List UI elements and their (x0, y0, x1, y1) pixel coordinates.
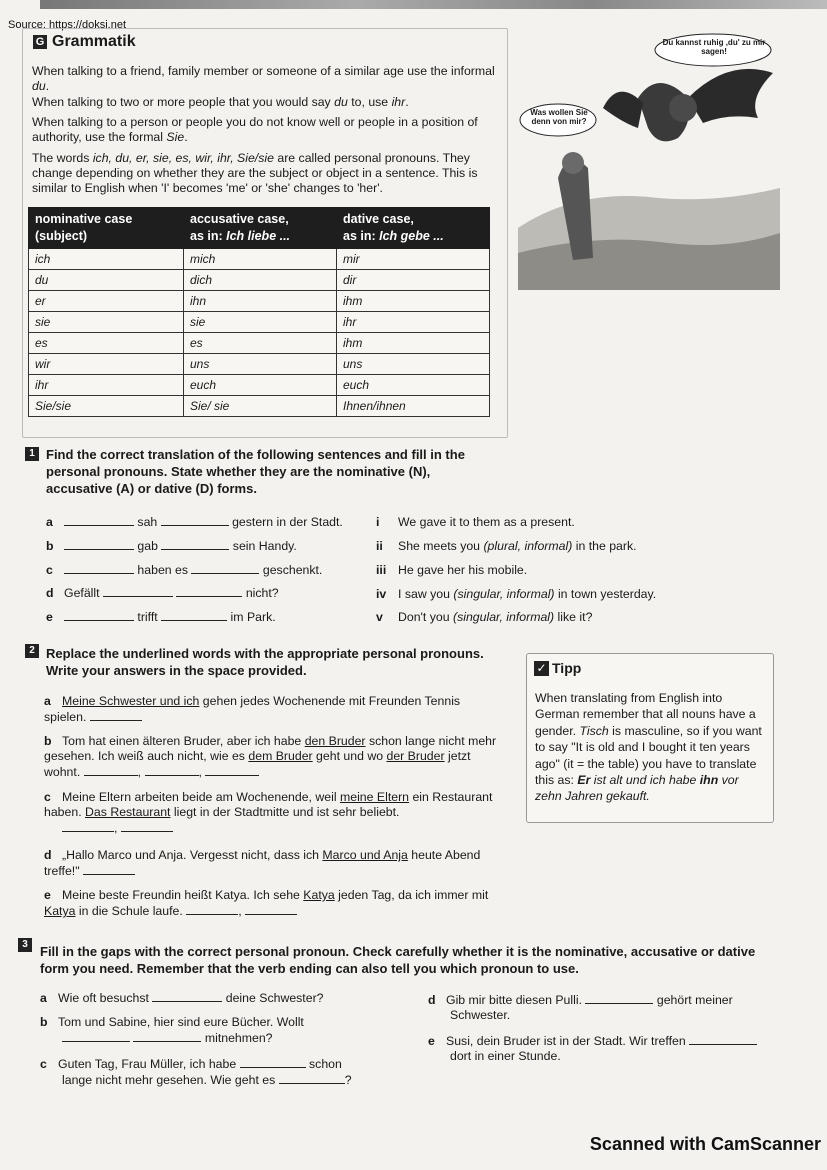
ex1-item-d: d Gefällt nicht? (46, 586, 279, 600)
speech-bubble-dragon: Du kannst ruhig ,du' zu mir sagen! (662, 38, 766, 56)
grammar-para-2: When talking to two or more people that you would say du to, use ihr. (32, 95, 409, 109)
blank[interactable] (689, 1033, 757, 1045)
ex1-item-iv: iv I saw you (singular, informal) in town yesterday. (376, 587, 657, 601)
source-label: Source: https://doksi.net (8, 19, 127, 31)
table-cell: Ihnen/ihnen (337, 396, 490, 417)
scanner-watermark: Scanned with CamScanner (589, 1134, 821, 1154)
ex1-item-c: c haben es geschenkt. (46, 563, 323, 577)
blank[interactable] (64, 538, 134, 550)
table-row (29, 291, 490, 312)
ex3-item-b: b Tom und Sabine, hier sind eure Bücher. Wollt mitnehmen? (40, 1015, 304, 1045)
table-cell: ihn (184, 291, 337, 312)
blank[interactable] (62, 820, 114, 832)
table-cell: ich (29, 249, 184, 270)
ex2-item-c: c Meine Eltern arbeiten beide am Wochenende, weil meine Eltern ein Restaurant haben. Das Restaurant liegt in der Stadtmitte und ist sehr beliebt. , (44, 790, 493, 835)
table-cell: uns (184, 354, 337, 375)
table-cell: es (184, 333, 337, 354)
blank[interactable] (161, 514, 229, 526)
top-scan-strip (40, 0, 827, 9)
exercise-1-number: 1 (25, 447, 39, 461)
blank[interactable] (205, 764, 259, 776)
ex1-item-b: b gab sein Handy. (46, 539, 297, 553)
exercise-1-title: Find the correct translation of the following sentences and fill in the personal pronouns. State whether they are the nominative (N), accusative (A) or dative (D) forms. (46, 447, 465, 496)
blank[interactable] (161, 609, 227, 621)
ex3-item-e: e Susi, dein Bruder ist in der Stadt. Wir treffen dort in einer Stunde. (428, 1033, 773, 1064)
boy-head (562, 152, 584, 174)
blank[interactable] (240, 1056, 306, 1068)
table-row (29, 270, 490, 291)
table-row (29, 249, 490, 270)
table-cell: es (29, 333, 184, 354)
exercise-3-number: 3 (18, 938, 32, 952)
table-cell: mich (184, 249, 337, 270)
table-cell: ihr (337, 312, 490, 333)
blank[interactable] (245, 903, 297, 915)
blank[interactable] (103, 585, 173, 597)
blank[interactable] (161, 538, 229, 550)
grammar-heading (33, 33, 136, 51)
tipp-title: Tipp (552, 660, 582, 676)
ex3-item-a: a Wie oft besuchst deine Schwester? (40, 991, 324, 1005)
table-cell: sie (184, 312, 337, 333)
table-cell: er (29, 291, 184, 312)
blank[interactable] (84, 764, 138, 776)
ex1-item-e: e trifft im Park. (46, 610, 276, 624)
table-cell: Sie/sie (29, 396, 184, 417)
ex2-item-a: a Meine Schwester und ich gehen jedes Wochenende mit Freunden Tennis spielen. (44, 694, 461, 724)
blank[interactable] (186, 903, 238, 915)
blank[interactable] (64, 609, 134, 621)
blank[interactable] (191, 562, 259, 574)
exercise-2-title: Replace the underlined words with the appropriate personal pronouns. Write your answers in the space provided. (46, 646, 484, 678)
table-cell: dir (337, 270, 490, 291)
table-cell: du (29, 270, 184, 291)
pronoun-table (28, 207, 490, 417)
blank[interactable] (279, 1072, 345, 1084)
exercise-3-title: Fill in the gaps with the correct personal pronoun. Check carefully whether it is the nominative, accusative or dative form you need. Remember that the verb ending can also tell you which pronoun to use. (40, 944, 756, 976)
table-cell: ihm (337, 333, 490, 354)
header-dative: dative case, as in: Ich gebe ... (337, 208, 490, 249)
ex1-item-a: a sah gestern in der Stadt. (46, 515, 343, 529)
grammar-title: Grammatik (52, 33, 136, 50)
table-row (29, 312, 490, 333)
ex2-item-e: e Meine beste Freundin heißt Katya. Ich sehe Katya jeden Tag, da ich immer mit Katya in die Schule laufe. , (44, 888, 489, 918)
table-cell: uns (337, 354, 490, 375)
ex1-item-i: i We gave it to them as a present. (376, 515, 575, 529)
table-row (29, 354, 490, 375)
table-cell: ihm (337, 291, 490, 312)
grammar-para-3: When talking to a person or people you do not know well or people in a position of authority, use the formal Sie. (32, 115, 478, 144)
table-row (29, 333, 490, 354)
grammar-para-4: The words ich, du, er, sie, es, wir, ihr, Sie/sie are called personal pronouns. They change depending on whether they are the subject or object in a sentence. This is similar to English when 'I' becomes 'me' or 'she' changes to 'her'. (32, 151, 478, 195)
ex3-item-c: c Guten Tag, Frau Müller, ich habe schon lange nicht mehr gesehen. Wie geht es ? (40, 1057, 352, 1087)
grammar-para-1: When talking to a friend, family member or someone of a similar age use the informal du. (32, 64, 495, 93)
tipp-heading (534, 660, 581, 676)
blank[interactable] (585, 992, 653, 1004)
ex1-item-v: v Don't you (singular, informal) like it? (376, 610, 593, 624)
blank[interactable] (152, 990, 222, 1002)
blank[interactable] (90, 709, 142, 721)
table-cell: sie (29, 312, 184, 333)
table-cell: dich (184, 270, 337, 291)
table-cell: euch (337, 375, 490, 396)
table-row (29, 396, 490, 417)
blank[interactable] (64, 562, 134, 574)
table-cell: mir (337, 249, 490, 270)
table-cell: wir (29, 354, 184, 375)
checkmark-icon: ✓ (534, 661, 549, 676)
ex2-item-b: b Tom hat einen älteren Bruder, aber ich habe den Bruder schon lange nicht mehr gesehen. Ich weiß auch nicht, wie es dem Bruder geht und wo der Bruder jetzt wohnt. , , (44, 734, 497, 779)
tipp-text: When translating from English into German remember that all nouns have a gender. Tisch is masculine, so if you want to say "It is old and I bought it ten years ago" (it = the table) you have to translate this as: Er ist alt und ich habe ihn vor zehn Jahren gekauft. (535, 691, 762, 804)
header-nominative: nominative case (subject) (29, 208, 184, 249)
ex1-item-iii: iii He gave her his mobile. (376, 563, 528, 577)
table-cell: ihr (29, 375, 184, 396)
blank[interactable] (83, 863, 135, 875)
table-row (29, 375, 490, 396)
blank[interactable] (176, 585, 242, 597)
dragon-boy-illustration (518, 28, 780, 290)
ex1-item-ii: ii She meets you (plural, informal) in the park. (376, 539, 637, 553)
grammar-icon: G (33, 35, 47, 49)
blank[interactable] (62, 1030, 130, 1042)
ex3-item-d: d Gib mir bitte diesen Pulli. gehört meiner Schwester. (428, 993, 733, 1022)
table-cell: euch (184, 375, 337, 396)
dragon-head (669, 94, 697, 122)
blank[interactable] (145, 764, 199, 776)
blank[interactable] (121, 820, 173, 832)
table-cell: Sie/ sie (184, 396, 337, 417)
blank[interactable] (64, 514, 134, 526)
blank[interactable] (133, 1030, 201, 1042)
exercise-2-number: 2 (25, 644, 39, 658)
ex2-item-d: d „Hallo Marco und Anja. Vergesst nicht, dass ich Marco und Anja heute Abend treffe!" (44, 848, 481, 878)
speech-bubble-boy: Was wollen Sie denn von mir? (530, 108, 588, 126)
header-accusative: accusative case, as in: Ich liebe ... (184, 208, 337, 249)
